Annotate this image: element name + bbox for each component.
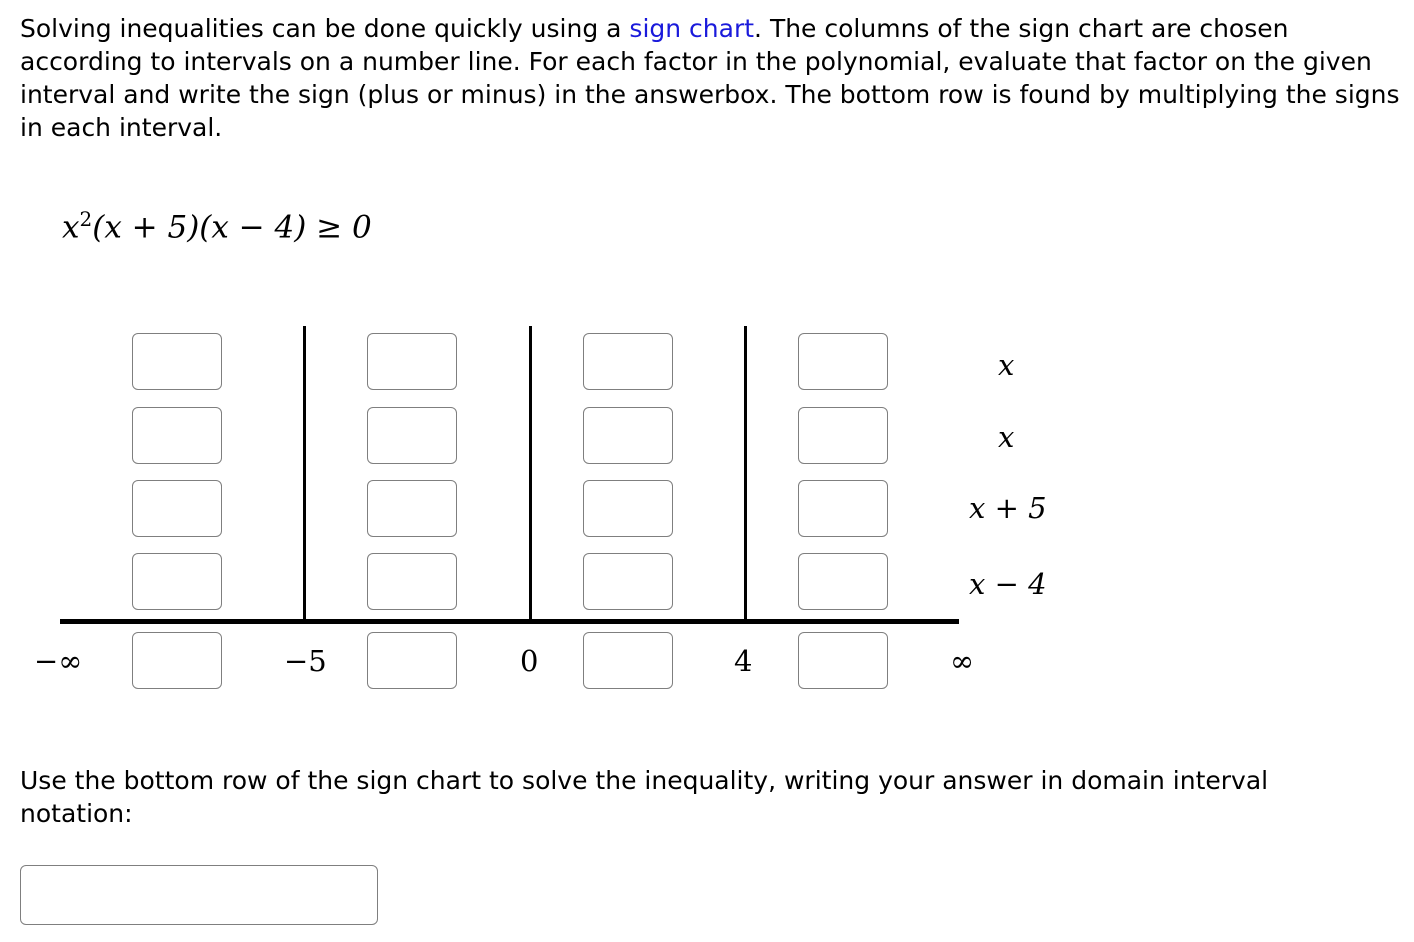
product-input-col2[interactable] [367, 632, 457, 689]
point-label-0: 0 [520, 644, 539, 678]
divider-line-1 [303, 326, 306, 622]
divider-line-3 [744, 326, 747, 622]
sign-input-row4-col4[interactable] [798, 553, 888, 610]
sign-input-row4-col3[interactable] [583, 553, 673, 610]
sign-input-row1-col4[interactable] [798, 333, 888, 390]
sign-input-row4-col1[interactable] [132, 553, 222, 610]
answer-prompt: Use the bottom row of the sign chart to solve the inequality, writing your answer in domain interval notation: [20, 766, 1269, 828]
sign-input-row2-col2[interactable] [367, 407, 457, 464]
number-line [60, 619, 959, 624]
sign-input-row2-col4[interactable] [798, 407, 888, 464]
sign-input-row4-col2[interactable] [367, 553, 457, 610]
answer-input[interactable] [20, 865, 378, 925]
neg-infinity-label: −∞ [34, 644, 83, 678]
factor-label-1: x [998, 348, 1015, 382]
sign-input-row3-col4[interactable] [798, 480, 888, 537]
inequality: $x^2(x + 5)(x - 4) \ge 0$ [62, 207, 372, 246]
product-input-col1[interactable] [132, 632, 222, 689]
instructions: Solving inequalities can be done quickly using a sign chart. The columns of the sign chart are chosen according to intervals on a number line. For each factor in the polynomial, evaluate that factor on the given interval and write the sign (plus or minus) in the answerbox. The bottom row is found by multiplying the signs in each interval. [20, 14, 1400, 142]
sign-input-row3-col1[interactable] [132, 480, 222, 537]
sign-input-row1-col2[interactable] [367, 333, 457, 390]
pos-infinity-label: ∞ [950, 644, 975, 678]
sign-input-row2-col3[interactable] [583, 407, 673, 464]
factor-label-3: x + 5 [969, 491, 1047, 525]
sign-input-row3-col3[interactable] [583, 480, 673, 537]
factor-label-4: x − 4 [969, 567, 1047, 601]
sign-chart-link[interactable]: sign chart [629, 14, 755, 43]
point-label-neg5: −5 [284, 644, 327, 678]
sign-input-row3-col2[interactable] [367, 480, 457, 537]
point-label-4: 4 [734, 644, 753, 678]
divider-line-2 [529, 326, 532, 622]
product-input-col3[interactable] [583, 632, 673, 689]
sign-input-row2-col1[interactable] [132, 407, 222, 464]
sign-input-row1-col1[interactable] [132, 333, 222, 390]
sign-input-row1-col3[interactable] [583, 333, 673, 390]
product-input-col4[interactable] [798, 632, 888, 689]
factor-label-2: x [998, 420, 1015, 454]
